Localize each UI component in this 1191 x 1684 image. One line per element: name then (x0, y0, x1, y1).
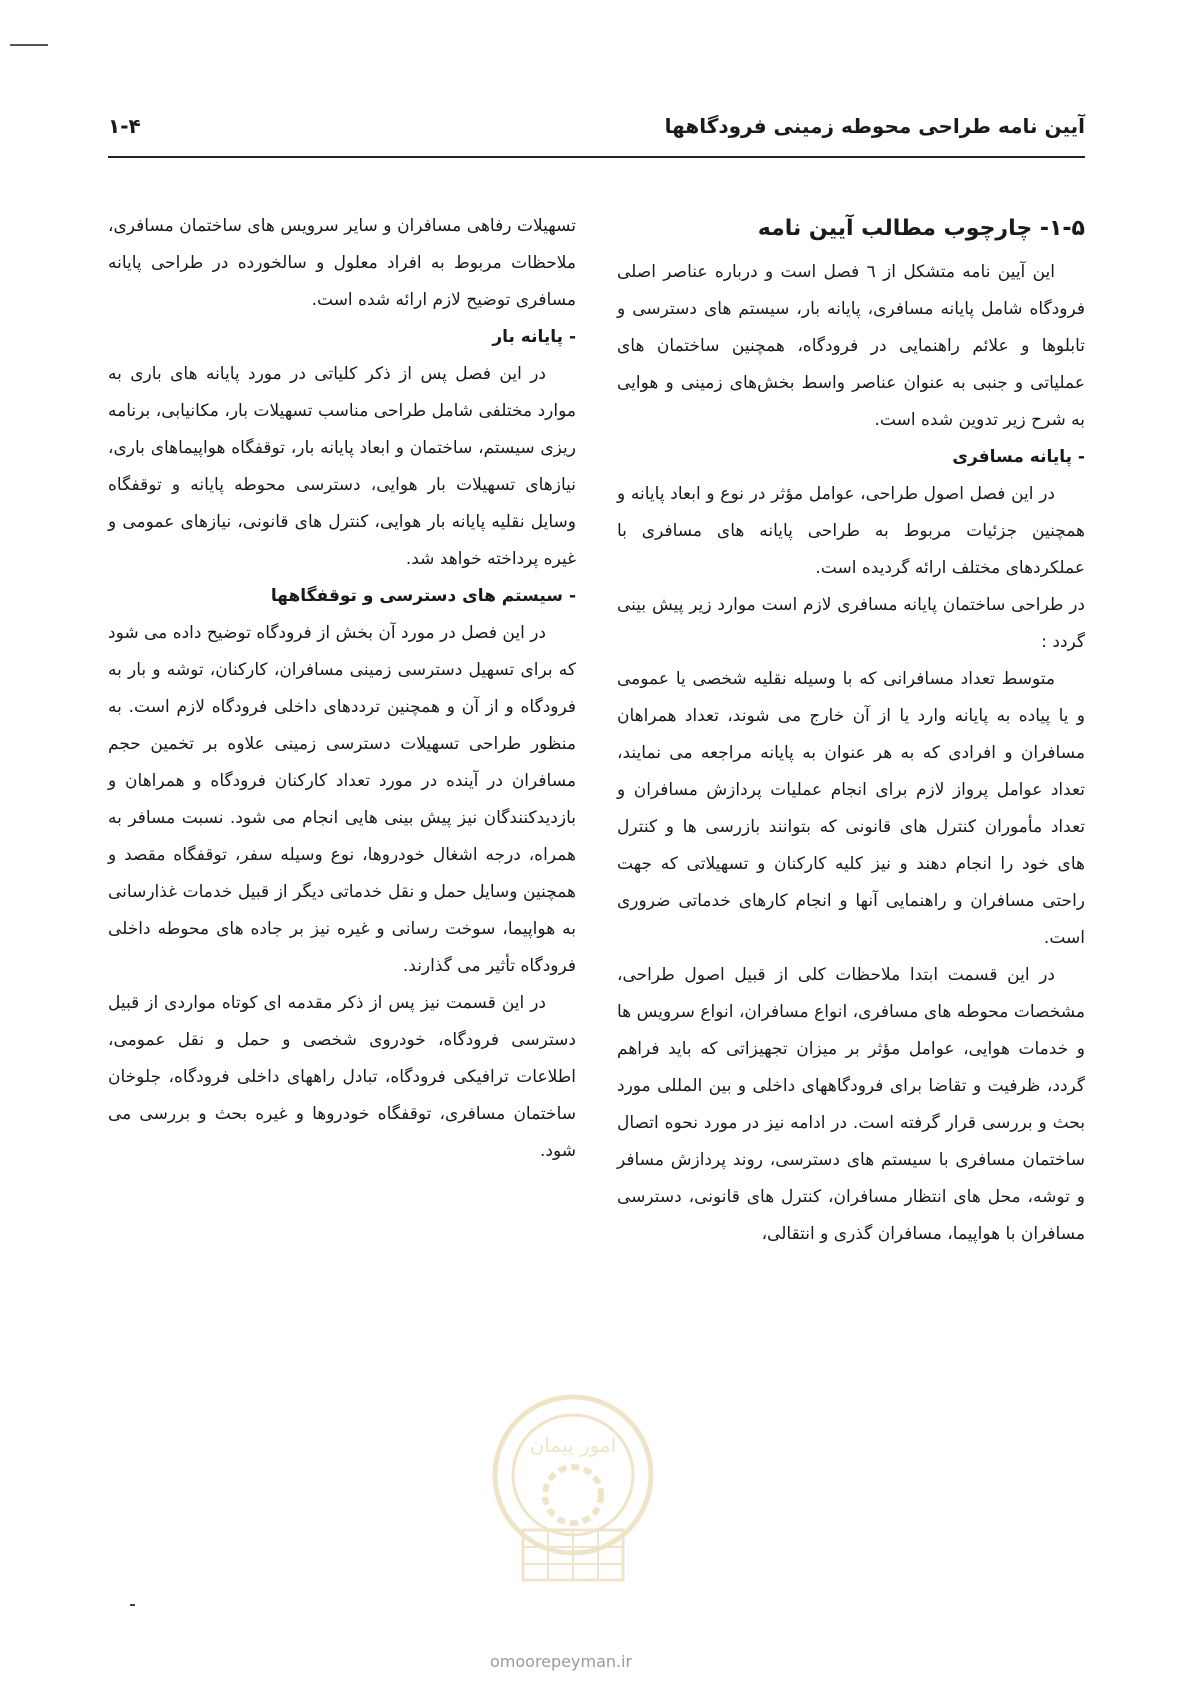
subsection-passenger-terminal: - پایانه مسافری (952, 447, 1085, 467)
running-title: آیین نامه طراحی محوطه زمینی فرودگاهها (664, 114, 1085, 138)
page-number: ۱-۴ (108, 114, 141, 138)
site-watermark: omoorepeyman.ir (490, 1652, 633, 1671)
passenger-paragraph-1: در این فصل اصول طراحی، عوامل مؤثر در نوع و ابعاد پایانه و همچنین جزئیات مربوط به طراحی پایانه های مسافری با عملکردهای مختلف ارائه گردیده است. (617, 484, 1085, 578)
access-paragraph-2: در این قسمت نیز پس از ذکر مقدمه ای کوتاه مواردی از قبیل دسترسی فرودگاه، خودروی شخصی و حمل و نقل عمومی، اطلاعات ترافیکی فرودگاه، تبادل راههای داخلی فرودگاه، جلوخان ساختمان مسافری، توقفگاه خودروها و غیره بحث و بررسی می شود. (108, 993, 576, 1161)
intro-paragraph: این آیین نامه متشکل از ٦ فصل است و درباره عناصر اصلی فرودگاه شامل پایانه مسافری، پایانه بار، سیستم های دسترسی و تابلوها و علائم راهنمایی در فرودگاه، همچنین ساختمان های عملیاتی و جنبی به عنوان عناصر واسط بخش‌های زمینی و هوایی به شرح زیر تدوین شده است. (617, 262, 1085, 430)
stamp-logo (488, 1390, 658, 1590)
right-column (617, 208, 1085, 1253)
subsection-access-systems: - سیستم های دسترسی و توقفگاهها (270, 586, 576, 606)
header-rule (108, 156, 1085, 158)
passenger-paragraph-4: در این قسمت ابتدا ملاحظات کلی از قبیل اصول طراحی، مشخصات محوطه های مسافری، انواع مسافران، انواع سرویس ها و خدمات هوایی، عوامل مؤثر بر میزان تجهیزاتی که باید فراهم گردد، ظرفیت و تقاضا برای فرودگاههای داخلی و بین المللی مورد بحث و بررسی قرار گرفته است. در ادامه نیز در مورد نحوه اتصال ساختمان مسافری با سیستم های دسترسی، روند پردازش مسافر و توشه، محل های انتظار مسافران، کنترل های قانونی، دسترسی مسافران با هواپیما، مسافران گذری و انتقالی، (617, 965, 1085, 1244)
passenger-paragraph-3: متوسط تعداد مسافرانی که با وسیله نقلیه شخصی یا عمومی و یا پیاده به پایانه وارد یا از آن خارج می شوند، تعداد همراهان مسافران و افرادی که به هر عنوان به پایانه مراجعه می نمایند، تعداد عوامل پرواز لازم برای انجام عملیات پردازش مسافران و تعداد مأموران کنترل های قانونی که بتوانند بازرسی ها و کنترل های خود را انجام دهند و نیز کلیه کارکنان و تسهیلاتی که جهت راحتی مسافران و راهنمایی آنها و انجام کارهای خدماتی ضروری است. (617, 669, 1085, 948)
page-speck (130, 1604, 135, 1606)
stamp-text: امور پیمان (529, 1433, 617, 1457)
section-heading: ۱-۵- چارچوب مطالب آیین نامه (757, 216, 1085, 241)
passenger-paragraph-2: در طراحی ساختمان پایانه مسافری لازم است موارد زیر پیش بینی گردد : (617, 595, 1085, 652)
access-paragraph-1: در این فصل در مورد آن بخش از فرودگاه توضیح داده می شود که برای تسهیل دسترسی زمینی مسافران، کارکنان، توشه و بار به فرودگاه و از آن و همچنین ترددهای داخلی فرودگاه لازم است. به منظور طراحی تسهیلات دسترسی زمینی علاوه بر تخمین حجم مسافران در آینده در مورد تعداد کارکنان فرودگاه و همراهان و بازدیدکنندگان نیز پیش بینی هایی انجام می شود. نسبت مسافر به همراه، درجه اشغال خودروها، نوع وسیله سفر، توقفگاه مقصد و همچنین وسایل حمل و نقل خدماتی دیگر از قبیل خدمات غذارسانی به هواپیما، سوخت رسانی و غیره نیز بر جاده های محوطه داخلی فرودگاه تأثیر می گذارند. (108, 623, 576, 976)
corner-mark (10, 44, 48, 46)
left-column (108, 208, 576, 1170)
cargo-paragraph: در این فصل پس از ذکر کلیاتی در مورد پایانه های باری به موارد مختلفی شامل طراحی مناسب تسهیلات بار، مکانیابی، برنامه ریزی سیستم، ساختمان و ابعاد پایانه بار، توقفگاه هواپیماهای باری، نیازهای تسهیلات بار هوایی، دسترسی محوطه پایانه و توقفگاه وسایل نقلیه پایانه بار هوایی، کنترل های قانونی، نیازهای عمومی و غیره پرداخته خواهد شد. (108, 364, 576, 569)
subsection-cargo-terminal: - پایانه بار (492, 327, 576, 347)
continued-paragraph: تسهیلات رفاهی مسافران و سایر سرویس های ساختمان مسافری، ملاحظات مربوط به افراد معلول و سالخورده در طراحی پایانه مسافری توضیح لازم ارائه شده است. (108, 216, 576, 310)
page-header (108, 112, 1085, 152)
